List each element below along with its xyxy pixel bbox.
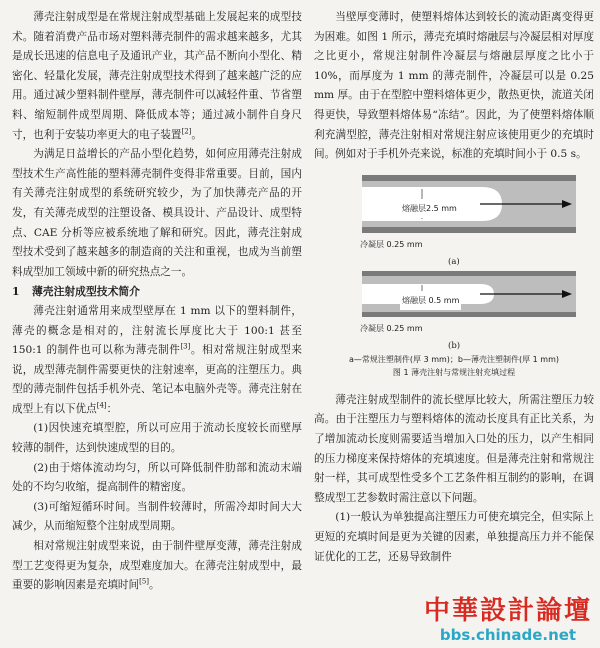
pressure-paragraph: 薄壳注射成型制件的流长壁厚比较大，所需注塑压力较高。由于注塑压力与塑料熔体的流动长度具有正比关系，为了增加流动长度则需要适当增加入口处的压力，以产生相同的压力梯度来保持熔体的充填速度。但是薄壳注射和常规注射一样，其可成型性受多个工艺条件相互制约的影响，在调整成型工艺参数时需注意以下问题。 [314, 393, 594, 504]
intro-paragraph: 薄壳注射成型是在常规注射成型基础上发展起来的成型技术。随着消费产品市场对塑料薄壳制件的需求越来越多，尤其是成长迅速的信息电子及通讯产业，其产品不断向小型化、精密化、轻量化发展，薄壳注射成型技术得到了越来越广泛的应用。通过减少塑料制件壁厚，薄壳制件可以减轻件重、节省塑料、缩短制件成型周期、降低成本等；通过减小制件自身尺寸，也利于安装功率更大的电子装置[2]。 [12, 11, 302, 141]
figure-title: 图 1 薄壳注射与常规注射充填过程 [392, 367, 516, 377]
advantage-item-3: (3)可缩短循环时间。当制件较薄时，所需冷却时间大大减少，从而缩短整个注射成型周期。 [12, 500, 302, 533]
figure-a-diagram [362, 175, 576, 233]
figure-b-label: (b) [448, 340, 461, 351]
figure-1 [314, 169, 594, 389]
issue-item-1: (1)一般认为单独提高注塑压力可使充填完全，但实际上更短的充填时间是更为关键的因素，单独提高压力并不能保证优化的工艺，还易导致制件 [314, 511, 594, 563]
figure-legend: a—常规注塑制件(厚 3 mm)；b—薄壳注塑制件(厚 1 mm) [349, 354, 559, 364]
advantage-item-2: (2)由于熔体流动均匀，所以可降低制件肋部和流动末端处的不均匀收缩，提高制件的精密度。 [12, 461, 302, 494]
citation: [5] [139, 577, 150, 586]
section-heading: 1 薄壳注射成型技术简介 [12, 285, 140, 299]
watermark-title: 中華設計論壇 [423, 596, 592, 626]
cold-layer-label-b: 冷凝层 0.25 mm [360, 323, 423, 333]
figure-a-label: (a) [448, 256, 460, 267]
melt-layer-label-a: 熔融层2.5 mm [400, 199, 459, 219]
definition-paragraph: 薄壳注射通常用来成型壁厚在 1 mm 以下的塑料制件，薄壳的概念是相对的，注射流长厚度比大于 100:1 甚至 150:1 的制件也可以称为薄壳制件[3]。相对常规注射成型来说，成型薄壳制件需要更快的注射速率，更高的注塑压力。典型的薄壳制件包括手机外壳、笔记本电脑外壳等。薄壳注射在成型上有以下优点[4]： [12, 304, 302, 415]
citation: [2] [181, 127, 192, 136]
thin-wall-paragraph: 当壁厚变薄时，使塑料熔体达到较长的流动距离变得更为困难。如图 1 所示，薄壳充填时熔融层与冷凝层相对厚度之比更小，常规注射制件冷凝层与熔融层厚度之比小于 10%，而厚度为 1 mm 的薄壳制件，冷凝层可以是 0.25 mm 厚。由于在型腔中塑料熔体更少，散热更快，流道关闭得更快，导致塑料熔体易“冻结”。因此，为了使塑料熔体顺利充满型腔，薄壳注射相对常规注射应该使用更少的充填时间。例如对于手机外壳来说，标准的充填时间小于 0.5 s。 [314, 11, 594, 161]
trend-paragraph: 为满足日益增长的产品小型化趋势，如何应用薄壳注射成型技术生产高性能的塑料薄壳制件变得非常重要。目前，国内有关薄壳注射成型的系统研究较少，为了加快薄壳产品的开发，有关薄壳成型的注塑设备、模具设计、产品设计、成型特点、CAE 分析等应被系统地了解和研究。因此，薄壳注射成型技术受到了越来越多的制造商的关注和重视，也成为当前塑料成型加工领域中新的研究热点之一。 [12, 148, 302, 278]
left-column [12, 8, 302, 596]
flow-diagram-b [362, 271, 576, 317]
advantage-item-1: (1)因快速充填型腔，所以可应用于流动长度较长而壁厚较薄的制件，达到快速成型的目的。 [12, 422, 302, 455]
figure-caption [314, 353, 594, 379]
figure-b-diagram [362, 271, 576, 317]
citation: [3] [180, 342, 191, 351]
watermark-url: bbs.chinade.net [439, 626, 577, 644]
citation: [4] [96, 401, 107, 410]
right-column [314, 8, 594, 567]
forum-watermark [424, 596, 592, 644]
flow-diagram-a [362, 175, 576, 233]
filling-time-paragraph: 相对常规注射成型来说，由于制件壁厚变薄，薄壳注射成型工艺变得更为复杂，成型难度加大。在薄壳注射成型中，最重要的影响因素是充填时间[5]。 [12, 540, 302, 592]
cold-layer-label-a: 冷凝层 0.25 mm [360, 239, 423, 249]
melt-layer-label-b: 熔融层 0.5 mm [400, 291, 461, 311]
